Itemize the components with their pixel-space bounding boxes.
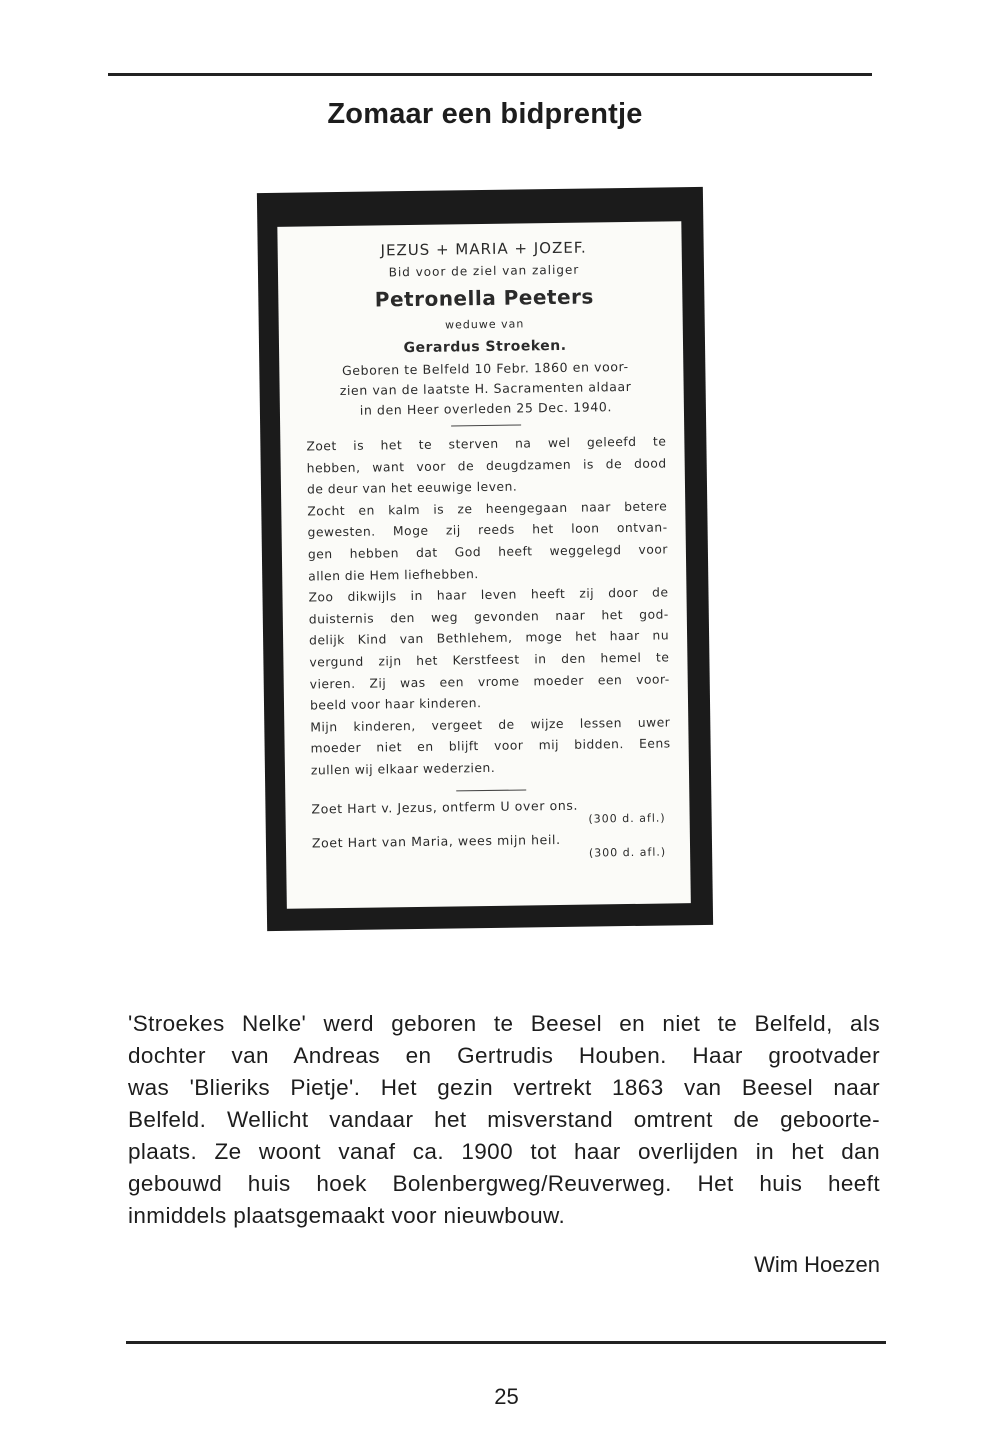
memorial-card-inner (277, 221, 690, 909)
article-line: 'Stroekes Nelke' werd geboren te Beesel en niet te Belfeld, als (128, 1011, 880, 1036)
card-birth-line: Geboren te Belfeld 10 Febr. 1860 en voor- (341, 358, 629, 378)
card-text-line: vieren. Zij was een vrome moeder een voor- (309, 671, 670, 691)
card-prayer-jesus: Zoet Hart v. Jezus, ontferm U over ons. (311, 797, 579, 816)
card-text-line: delijk Kind van Bethlehem, moge het haar nu (309, 628, 670, 648)
article-line: dochter van Andreas en Gertrudis Houben. Haar grootvader (128, 1043, 880, 1068)
card-text-line: Zoet is het te sterven na wel geleefd te (306, 434, 667, 454)
card-pray-line: Bid voor de ziel van zaliger (388, 262, 580, 280)
memorial-card (257, 187, 713, 931)
card-text (306, 431, 671, 781)
card-invocation: JEZUS + MARIA + JOZEF. (380, 238, 587, 260)
card-text-line: allen die Hem liefhebben. (308, 566, 479, 584)
article-line: Belfeld. Wellicht vandaar het misverstand omtrent de geboorte- (128, 1107, 880, 1132)
card-text-line: Mijn kinderen, vergeet de wijze lessen uwer (310, 715, 671, 735)
author-name: Wim Hoezen (754, 1252, 880, 1277)
card-text-line: duisternis den weg gevonden naar het god- (308, 607, 669, 627)
card-text-line: hebben, want voor de deugdzamen is de dood (306, 456, 667, 476)
card-text-line: beeld voor haar kinderen. (309, 696, 482, 713)
card-widow-line: weduwe van (445, 317, 525, 332)
top-rule (108, 73, 872, 76)
article-line: inmiddels plaatsgemaakt voor nieuwbouw. (128, 1203, 566, 1228)
article-line: gebouwd huis hoek Bolenbergweg/Reuverweg. Het huis heeft (128, 1171, 880, 1196)
card-text-line: de deur van het eeuwige leven. (306, 479, 518, 497)
page-number: 25 (494, 1384, 519, 1409)
article-body (128, 1008, 880, 1232)
card-text-line: zullen wij elkaar wederzien. (310, 760, 496, 778)
card-husband-name: Gerardus Stroeken. (403, 337, 567, 357)
bottom-rule (126, 1341, 886, 1344)
card-birth-text (305, 356, 666, 421)
page-title: Zomaar een bidprentje (327, 98, 643, 130)
card-text-line: Zocht en kalm is ze heengegaan naar betere (307, 499, 668, 519)
card-text-line: moeder niet en blijft voor mij bidden. Eens (310, 736, 671, 756)
card-text-line: gewesten. Moge zij reeds het loon ontvan- (307, 520, 668, 540)
card-deceased-name: Petronella Peeters (374, 284, 595, 312)
article-line: was 'Blieriks Pietje'. Het gezin vertrekt 1863 van Beesel naar (128, 1075, 880, 1100)
card-birth-line: zien van de laatste H. Sacramenten aldaar (339, 378, 632, 399)
card-divider (451, 424, 521, 426)
card-indulgence: (300 d. afl.) (588, 811, 666, 826)
article-line: plaats. Ze woont vanaf ca. 1900 tot haar overlijden in het dan (128, 1139, 880, 1164)
card-birth-line: in den Heer overleden 25 Dec. 1940. (359, 399, 613, 418)
card-text-line: gen hebben dat God heeft weggelegd voor (307, 542, 668, 562)
card-text-line: Zoo dikwijls in haar leven heeft zij door de (308, 585, 669, 605)
card-prayer-maria: Zoet Hart van Maria, wees mijn heil. (311, 831, 561, 850)
card-indulgence: (300 d. afl.) (588, 845, 667, 860)
card-divider (456, 789, 526, 791)
card-text-line: vergund zijn het Kerstfeest in den hemel te (309, 650, 670, 670)
